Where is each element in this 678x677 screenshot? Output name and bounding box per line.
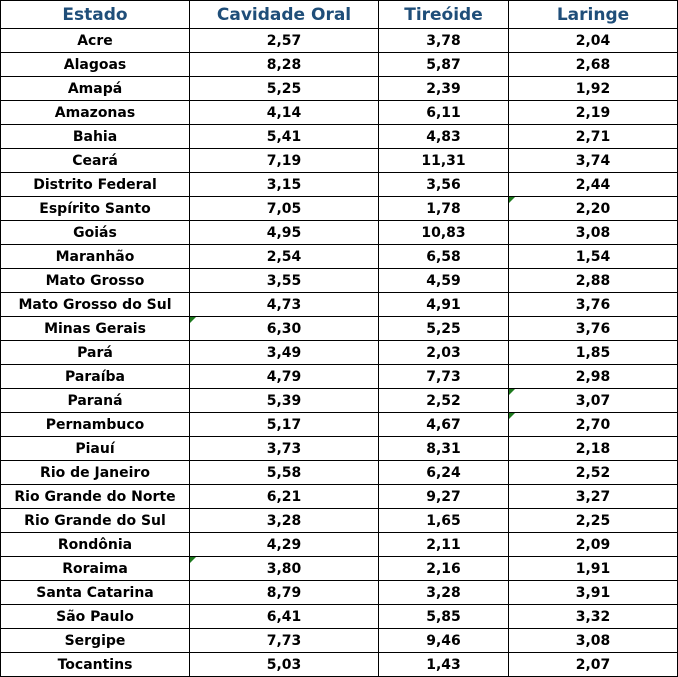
laringe-cell: 3,76: [509, 317, 678, 341]
column-header-laringe: Laringe: [509, 1, 678, 29]
tireoide-cell: 10,83: [379, 221, 509, 245]
cavidade-oral-cell: 6,41: [190, 605, 379, 629]
state-cell: Amapá: [1, 77, 190, 101]
table-row: [1, 413, 678, 437]
laringe-cell: 3,27: [509, 485, 678, 509]
state-cell: Roraima: [1, 557, 190, 581]
laringe-cell: 3,74: [509, 149, 678, 173]
tireoide-cell: 1,43: [379, 653, 509, 677]
tireoide-cell: 4,83: [379, 125, 509, 149]
state-cell: Mato Grosso: [1, 269, 190, 293]
table-row: [1, 437, 678, 461]
laringe-cell: 2,07: [509, 653, 678, 677]
cavidade-oral-cell: 4,95: [190, 221, 379, 245]
table-row: [1, 77, 678, 101]
table-row: [1, 509, 678, 533]
laringe-cell: 3,08: [509, 629, 678, 653]
state-cell: Rondônia: [1, 533, 190, 557]
laringe-cell: 2,25: [509, 509, 678, 533]
cavidade-oral-cell: 7,73: [190, 629, 379, 653]
cavidade-oral-cell: 3,28: [190, 509, 379, 533]
table-row: [1, 653, 678, 677]
state-cell: Amazonas: [1, 101, 190, 125]
tireoide-cell: 2,16: [379, 557, 509, 581]
laringe-cell: 2,88: [509, 269, 678, 293]
state-cell: Rio Grande do Sul: [1, 509, 190, 533]
state-cell: Rio Grande do Norte: [1, 485, 190, 509]
state-cell: Pará: [1, 341, 190, 365]
table-row: [1, 533, 678, 557]
table-row: [1, 269, 678, 293]
table-row: [1, 365, 678, 389]
table-row: [1, 629, 678, 653]
cavidade-oral-cell: 5,17: [190, 413, 379, 437]
cavidade-oral-cell: 7,19: [190, 149, 379, 173]
cavidade-oral-cell: 8,79: [190, 581, 379, 605]
table-row: [1, 221, 678, 245]
state-cell: Mato Grosso do Sul: [1, 293, 190, 317]
state-cell: Bahia: [1, 125, 190, 149]
laringe-cell: 3,08: [509, 221, 678, 245]
cavidade-oral-cell: 3,15: [190, 173, 379, 197]
laringe-cell: 2,20: [509, 197, 678, 221]
laringe-cell: 3,76: [509, 293, 678, 317]
tireoide-cell: 1,65: [379, 509, 509, 533]
laringe-cell: 3,07: [509, 389, 678, 413]
tireoide-cell: 6,58: [379, 245, 509, 269]
column-header-estado: Estado: [1, 1, 190, 29]
state-cell: Maranhão: [1, 245, 190, 269]
laringe-cell: 2,04: [509, 29, 678, 53]
state-cell: Paraíba: [1, 365, 190, 389]
cavidade-oral-cell: 5,39: [190, 389, 379, 413]
table-row: [1, 389, 678, 413]
tireoide-cell: 4,91: [379, 293, 509, 317]
tireoide-cell: 3,56: [379, 173, 509, 197]
tireoide-cell: 1,78: [379, 197, 509, 221]
cavidade-oral-cell: 6,30: [190, 317, 379, 341]
tireoide-cell: 8,31: [379, 437, 509, 461]
tireoide-cell: 3,28: [379, 581, 509, 605]
cavidade-oral-cell: 4,14: [190, 101, 379, 125]
cavidade-oral-cell: 5,41: [190, 125, 379, 149]
tireoide-cell: 5,25: [379, 317, 509, 341]
table-row: [1, 317, 678, 341]
column-header-tireoide: Tireóide: [379, 1, 509, 29]
state-cell: Espírito Santo: [1, 197, 190, 221]
tireoide-cell: 4,67: [379, 413, 509, 437]
table-row: [1, 581, 678, 605]
state-cell: Tocantins: [1, 653, 190, 677]
table-row: [1, 461, 678, 485]
table-body: [1, 29, 678, 677]
column-header-cavidade-oral: Cavidade Oral: [190, 1, 379, 29]
laringe-cell: 2,09: [509, 533, 678, 557]
cavidade-oral-cell: 3,55: [190, 269, 379, 293]
state-cell: Acre: [1, 29, 190, 53]
cavidade-oral-cell: 8,28: [190, 53, 379, 77]
cavidade-oral-cell: 2,57: [190, 29, 379, 53]
laringe-cell: 2,19: [509, 101, 678, 125]
table-row: [1, 101, 678, 125]
table-row: [1, 557, 678, 581]
laringe-cell: 1,54: [509, 245, 678, 269]
cavidade-oral-cell: 3,49: [190, 341, 379, 365]
cavidade-oral-cell: 4,29: [190, 533, 379, 557]
table-row: [1, 29, 678, 53]
state-cell: Piauí: [1, 437, 190, 461]
table-row: [1, 605, 678, 629]
state-cell: Pernambuco: [1, 413, 190, 437]
laringe-cell: 2,18: [509, 437, 678, 461]
laringe-cell: 2,71: [509, 125, 678, 149]
state-cell: Ceará: [1, 149, 190, 173]
cavidade-oral-cell: 3,80: [190, 557, 379, 581]
laringe-cell: 2,68: [509, 53, 678, 77]
table-row: [1, 149, 678, 173]
tireoide-cell: 2,52: [379, 389, 509, 413]
laringe-cell: 1,85: [509, 341, 678, 365]
table-row: [1, 53, 678, 77]
laringe-cell: 1,91: [509, 557, 678, 581]
tireoide-cell: 9,27: [379, 485, 509, 509]
laringe-cell: 2,52: [509, 461, 678, 485]
tireoide-cell: 11,31: [379, 149, 509, 173]
cavidade-oral-cell: 2,54: [190, 245, 379, 269]
state-cell: Sergipe: [1, 629, 190, 653]
cavidade-oral-cell: 3,73: [190, 437, 379, 461]
state-cell: Rio de Janeiro: [1, 461, 190, 485]
table-row: [1, 245, 678, 269]
table-row: [1, 341, 678, 365]
laringe-cell: 2,44: [509, 173, 678, 197]
cavidade-oral-cell: 5,58: [190, 461, 379, 485]
cavidade-oral-cell: 7,05: [190, 197, 379, 221]
state-cell: Santa Catarina: [1, 581, 190, 605]
tireoide-cell: 6,24: [379, 461, 509, 485]
table-row: [1, 173, 678, 197]
tireoide-cell: 2,11: [379, 533, 509, 557]
table-row: [1, 485, 678, 509]
laringe-cell: 3,32: [509, 605, 678, 629]
cavidade-oral-cell: 5,03: [190, 653, 379, 677]
state-cell: Paraná: [1, 389, 190, 413]
state-cell: Minas Gerais: [1, 317, 190, 341]
state-cell: Goiás: [1, 221, 190, 245]
state-cell: Alagoas: [1, 53, 190, 77]
tireoide-cell: 2,03: [379, 341, 509, 365]
cavidade-oral-cell: 4,79: [190, 365, 379, 389]
table-row: [1, 197, 678, 221]
state-cell: Distrito Federal: [1, 173, 190, 197]
laringe-cell: 3,91: [509, 581, 678, 605]
tireoide-cell: 9,46: [379, 629, 509, 653]
tireoide-cell: 6,11: [379, 101, 509, 125]
laringe-cell: 2,98: [509, 365, 678, 389]
state-cell: São Paulo: [1, 605, 190, 629]
cavidade-oral-cell: 4,73: [190, 293, 379, 317]
table-row: [1, 125, 678, 149]
laringe-cell: 2,70: [509, 413, 678, 437]
cavidade-oral-cell: 6,21: [190, 485, 379, 509]
laringe-cell: 1,92: [509, 77, 678, 101]
tireoide-cell: 5,87: [379, 53, 509, 77]
tireoide-cell: 4,59: [379, 269, 509, 293]
tireoide-cell: 2,39: [379, 77, 509, 101]
table-row: [1, 293, 678, 317]
tireoide-cell: 5,85: [379, 605, 509, 629]
tireoide-cell: 7,73: [379, 365, 509, 389]
tireoide-cell: 3,78: [379, 29, 509, 53]
cavidade-oral-cell: 5,25: [190, 77, 379, 101]
header-row: [1, 1, 678, 29]
